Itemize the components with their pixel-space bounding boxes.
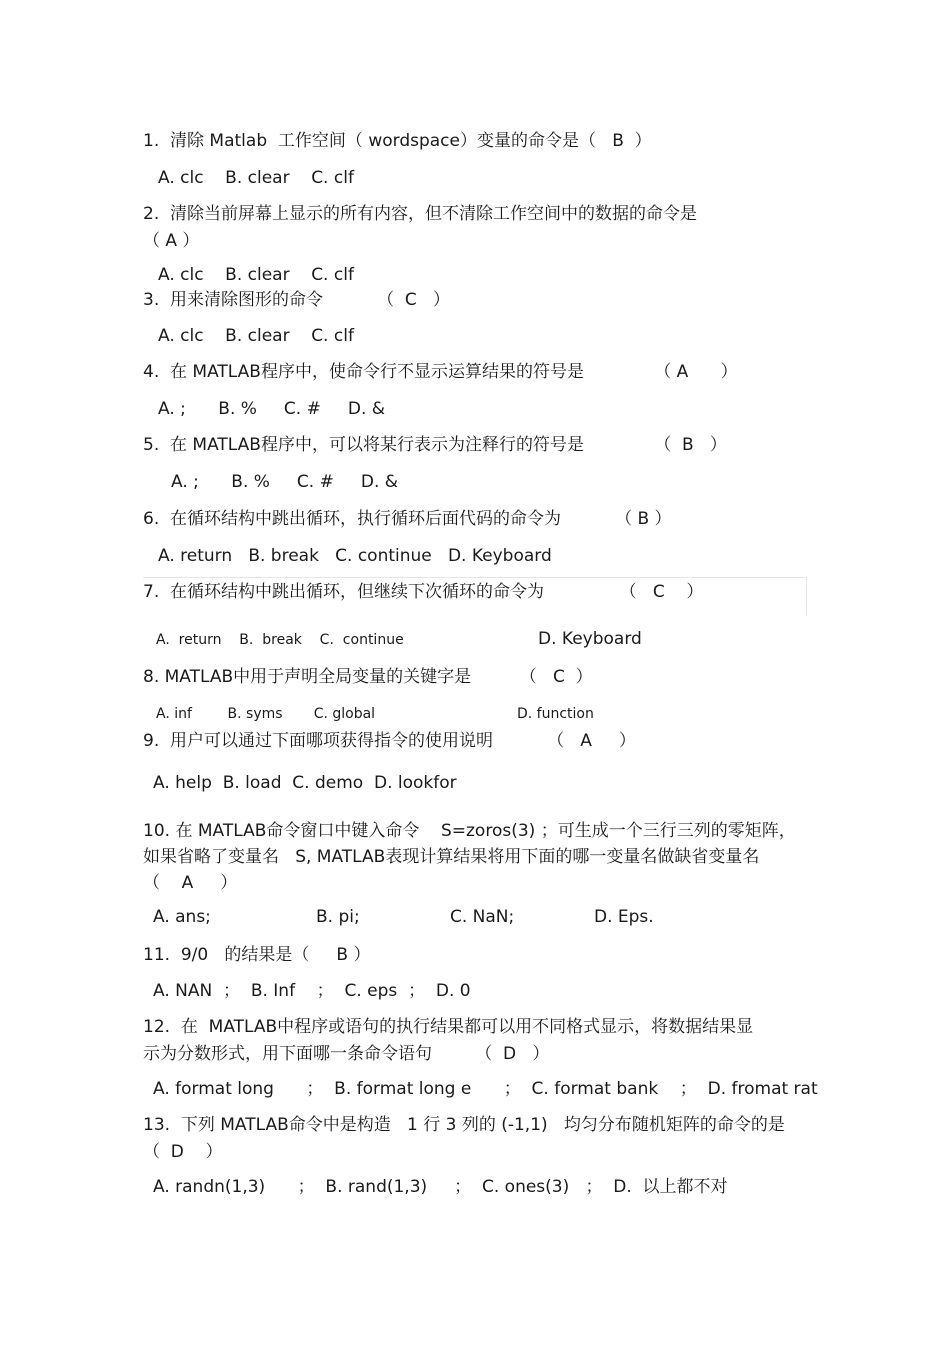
options-13: A. randn(1,3) ； B. rand(1,3) ； C. ones(3) ； D. 以上都不对	[153, 1177, 728, 1197]
question-10-answer: （ A ）	[143, 873, 238, 893]
option-10-b: B. pi;	[316, 907, 360, 927]
question-1: 1. 清除 Matlab 工作空间（ wordspace）变量的命令是（ B ）	[143, 131, 652, 151]
options-5: A. ; B. % C. # D. &	[171, 472, 399, 492]
options-3: A. clc B. clear C. clf	[158, 326, 354, 346]
question-13: 13. 下列 MATLAB命令中是构造 1 行 3 列的 (-1,1) 均匀分布随机矩阵的命令的是	[143, 1115, 785, 1135]
question-4: 4. 在 MATLAB程序中，使命令行不显示运算结果的符号是 （ A ）	[143, 362, 738, 382]
options-6: A. return B. break C. continue D. Keyboard	[158, 546, 552, 566]
options-1: A. clc B. clear C. clf	[158, 168, 354, 188]
option-10-c: C. NaN;	[450, 907, 515, 927]
option-10-d: D. Eps.	[594, 907, 654, 927]
question-8: 8. MATLAB中用于声明全局变量的关键字是 （ C ）	[143, 667, 593, 687]
option-10-a: A. ans;	[153, 907, 211, 927]
options-12: A. format long ； B. format long e ； C. format bank ； D. fromat rat	[153, 1079, 818, 1099]
options-8-right: D. function	[517, 706, 594, 722]
question-9: 9. 用户可以通过下面哪项获得指令的使用说明 （ A ）	[143, 731, 636, 751]
question-3: 3. 用来清除图形的命令 （ C ）	[143, 290, 450, 310]
options-7-left: A. return B. break C. continue	[156, 632, 404, 648]
question-10: 10. 在 MATLAB命令窗口中键入命令 S=zoros(3) ；可生成一个三行三列的零矩阵，	[143, 821, 796, 841]
question-10-line2: 如果省略了变量名 S, MATLAB表现计算结果将用下面的哪一变量名做缺省变量名	[143, 847, 760, 867]
question-6: 6. 在循环结构中跳出循环，执行循环后面代码的命令为 （ B ）	[143, 509, 672, 529]
options-8-left: A. inf B. syms C. global	[156, 706, 376, 722]
question-2: 2. 清除当前屏幕上显示的所有内容，但不清除工作空间中的数据的命令是	[143, 204, 698, 224]
question-11: 11. 9/0 的结果是（ B ）	[143, 945, 371, 965]
question-12-line2: 示为分数形式，用下面哪一条命令语句 （ D ）	[143, 1044, 550, 1064]
options-11: A. NAN ； B. Inf ； C. eps ； D. 0	[153, 981, 471, 1001]
question-12: 12. 在 MATLAB中程序或语句的执行结果都可以用不同格式显示，将数据结果显	[143, 1017, 754, 1037]
question-13-answer: （ D ）	[143, 1142, 223, 1162]
options-7-right: D. Keyboard	[538, 629, 642, 649]
question-2-answer: （ A ）	[143, 231, 200, 251]
options-4: A. ; B. % C. # D. &	[158, 399, 386, 419]
question-5: 5. 在 MATLAB程序中，可以将某行表示为注释行的符号是 （ B ）	[143, 435, 727, 455]
options-9: A. help B. load C. demo D. lookfor	[153, 773, 457, 793]
options-2: A. clc B. clear C. clf	[158, 265, 354, 285]
question-7: 7. 在循环结构中跳出循环，但继续下次循环的命令为 （ C ）	[143, 582, 704, 602]
